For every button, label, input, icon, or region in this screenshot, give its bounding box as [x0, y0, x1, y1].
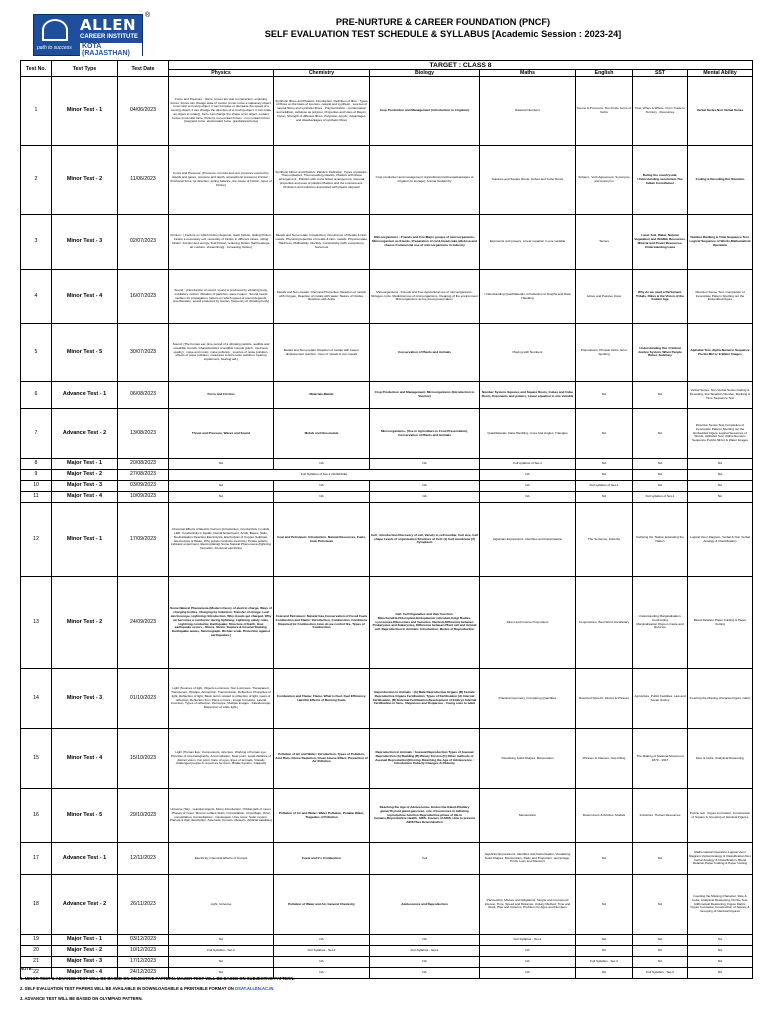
subject-cell: NA — [169, 492, 274, 503]
subject-cell: NA — [633, 875, 688, 935]
test-date-cell: 03/09/2023 — [118, 481, 169, 492]
test-no-cell: 22 — [21, 968, 52, 979]
test-no-cell: 15 — [21, 729, 52, 789]
test-type-cell: Major Test - 4 — [52, 492, 118, 503]
test-type-cell: Minor Test - 3 — [52, 669, 118, 729]
subject-cell: Why do we need a Parliament, Tribals, Dikus & the Vision of the Golden Age — [633, 270, 688, 324]
title-line-1: PRE-NURTURE & CAREER FOUNDATION (PNCF) — [335, 17, 551, 27]
subject-cell: Verbal Series, Non Verbal Series,Coding & Decoding, Dot Situation,Number, Ranking & Time Sequence Test — [688, 382, 753, 409]
subject-cell: Cell: Cell Organelles and their function- Mitochondria,Chloroplast,Endoplasmic reticulum,Golgi Bodies, Lysosomes,Ribosomes and Vacuoles. Nucleus,Difference between Prokaryotes and Eukaryotes, Difference between Plant cell and Animal cell. Reproduction in Animals: Introduction, Modes of Reproduction — [370, 577, 480, 669]
table-row — [21, 481, 753, 492]
test-type-cell: Minor Test - 5 — [52, 789, 118, 843]
table-row — [21, 492, 753, 503]
test-no-cell: 4 — [21, 270, 52, 324]
table-row — [21, 935, 753, 946]
subject-cell: Microorganisms : Friends and Foe-Agricultural use of microorganisms- Nitrogen cycle. Medicinal use of microorganisms, Cleaning of the environment Microorganisms as foe,Food preservation. — [370, 270, 480, 324]
subject-cell: NA — [370, 481, 480, 492]
subject-cell: Full Syllabus - Set-2 — [633, 968, 688, 979]
subject-cell: Exponents and powers, Linear equation in one variable — [480, 215, 576, 270]
test-type-cell: Major Test - 2 — [52, 946, 118, 957]
header-test-type: Test Type — [52, 61, 118, 77]
test-type-cell: Minor Test - 1 — [52, 503, 118, 577]
subject-cell: Crop Production and Management (introduction to irrigation) — [370, 77, 480, 146]
subject-cell: Reported Speech, Idioms & Phrases — [576, 669, 633, 729]
subject-cell: NA — [688, 470, 753, 481]
header-test-no: Test No. — [21, 61, 52, 77]
subject-cell: Sound : (Introduction of sound, sound is produced by vibrating body, oscillatory motion, vibration of particles, wave motion , Sound needs medium for propagation, factors on which speed of sound depends, reverberation, sound produced by human, frequency of vibrating body) — [169, 270, 274, 324]
subject-cell: NA — [633, 382, 688, 409]
subject-cell: NA — [480, 968, 576, 979]
test-type-cell: Major Test - 4 — [52, 968, 118, 979]
subject-cell: NA — [370, 968, 480, 979]
subject-cell: Pollution of Water and Air, General Chemistry — [274, 875, 370, 935]
note-3: 3. ADVANCE TEST WILL BE BASED ON OLYMPIAD PATTERN. — [20, 996, 143, 1001]
subject-cell: Electricity, Chemical Effects of Current — [169, 843, 274, 875]
table-row — [21, 843, 753, 875]
test-date-cell: 10/12/2023 — [118, 946, 169, 957]
test-type-cell: Major Test - 3 — [52, 957, 118, 968]
subject-cell: The Sentence, Adverbs — [576, 503, 633, 577]
subject-cell: Metals and Non-metals — [274, 409, 370, 459]
header-english: English — [576, 70, 633, 77]
note-2 — [20, 984, 295, 994]
test-no-cell: 12 — [21, 503, 52, 577]
subject-cell: Direction Sense Test,Completion of Incomplete Pattern,Spotting out the Embedded Figure Logical Sequence of Words, Alphabet Test, Alpha-Numeric Sequence Puzzle,Mirror & Water Images — [688, 409, 753, 459]
subject-cell: NA — [480, 957, 576, 968]
subject-cell: Conjunctions, Best Word Vocabulary — [576, 577, 633, 669]
subject-cell: NA — [480, 470, 576, 481]
subject-cell: Sound: (The human ear, time period of a vibrating particle, audible and inaudible sounds, Characteristics of audible sounds (pitch , loudness, quality) , noise and music, noise pollution , sources of noise pollution, effects of noise pollution, measures to limit noise pollution, hearing impairment, hearing aid.) — [169, 324, 274, 382]
subject-cell: NA — [274, 459, 370, 470]
allen-logo — [33, 14, 143, 56]
test-date-cell: 01/10/2023 — [118, 669, 169, 729]
header-sst: SST — [633, 70, 688, 77]
subject-cell: Algebraic Expressions, Identities and Factorisation — [480, 503, 576, 577]
subject-cell: Materials-Metals — [274, 382, 370, 409]
test-date-cell: 26/11/2023 — [118, 875, 169, 935]
subject-cell: Fuels and it's Combustion — [274, 843, 370, 875]
subject-cell: NA — [274, 968, 370, 979]
subject-cell: Force and Pressure : (force, forces are due to interaction, exploring forces, forces can change state of motion (it can move a stationary object, it can stop a moving object, it can increase or decrease the speed of a moving object, it can change the direction of a moving object, it can make an object to rotate)), force can change the shape of an object, contact forces (muscular force, friction), non-contact forces - non contact forces (magnetic force, electrostatic force, gravitational force) — [169, 77, 274, 146]
test-no-cell: 11 — [21, 492, 52, 503]
test-no-cell: 7 — [21, 409, 52, 459]
subject-cell: NA — [688, 946, 753, 957]
subject-cell: Coding & Decoding,Dot Situation — [688, 146, 753, 215]
subject-cell: Agriculture ,Public Facilities, Law and Social Justice — [633, 669, 688, 729]
logo-tagline: path to success — [37, 45, 72, 51]
subject-cell: NA — [576, 459, 633, 470]
test-date-cell: 16/07/2023 — [118, 270, 169, 324]
header-test-date: Test Date — [118, 61, 169, 77]
subject-cell: Light (Human Eye: Components, structure, Working of human eye, Principle of cinematography, Accomodation, Near point, Least distance of distinct vision, Far point, Care of eyes, Eyes of animals, Visually challenged people & resources for them, Braille System, Cataract) — [169, 729, 274, 789]
subject-cell: Understanding Our Criminal Justice System, When People Rebel, Judiciary — [633, 324, 688, 382]
subject-cell: Pollution of Air and Water: Water Pollution, Potable Water, Tragedies of Pollution — [274, 789, 370, 843]
test-date-cell: 20/08/2023 — [118, 459, 169, 470]
notes-label: NOTE: — [20, 966, 34, 971]
subject-cell: Microorganisms- (Use in Agriculture to Food Preservation), Conservation of Plants and Animals — [370, 409, 480, 459]
subject-cell: Visualising Solid Shapes, Mensuration — [480, 729, 576, 789]
test-type-cell: Minor Test - 5 — [52, 324, 118, 382]
subject-cell: NA — [633, 470, 688, 481]
test-date-cell: 02/07/2023 — [118, 215, 169, 270]
test-no-cell: 10 — [21, 481, 52, 492]
table-row — [21, 270, 753, 324]
subject-cell: Squares and Square Roots, Cubes and Cube Roots — [480, 146, 576, 215]
subject-cell: Chemical Effects of Electric Current (introduction, Conductivity in solids, LED, Conductivity in liquids, Dental Experiment, Acids, Bases, Salts, Neutralisation Reaction,Electrolysis, Electrolysis of Copper Sulphate, Electrolysis of Water, Why potato conducts electricity, Potato polarity indicator experiment, Electroplating) Some Natural Phenomena (lightning formation, Frictional electricity) — [169, 503, 274, 577]
subject-cell: Universe (Sky - celestial objects, Moon-Introduction, Orbital path of moon, Phases of moon, Moon's surface Stars, Constellation- Ursa Major, Orion constellation, Constellations - Cassiopeia, Ursa minor, Solar system, Planets & their description, Asteroids, Comets, Meteors, Artificial satellites) — [169, 789, 274, 843]
subject-cell: Full Syllabus - Set-2 — [576, 957, 633, 968]
table-row — [21, 470, 753, 481]
subject-cell: NA — [169, 459, 274, 470]
subject-cell: NA — [633, 481, 688, 492]
subject-cell: NA — [370, 492, 480, 503]
subject-cell: NA — [274, 957, 370, 968]
subject-cell: NA — [576, 382, 633, 409]
science-merged-cell: Full Syllabus of Set-1 (SCIENCE) — [169, 470, 480, 481]
subject-cell: Cell - Introduction Discovery of cell, Variety in cell number, Cell size, Cell shape Levels of organisation Structure of Cell: (1) Cell membrane (2) Cytoplasm — [370, 503, 480, 577]
subject-cell: NA — [480, 481, 576, 492]
table-row — [21, 875, 753, 935]
logo-mark-icon — [42, 19, 68, 41]
test-date-cell: 30/07/2023 — [118, 324, 169, 382]
test-date-cell: 06/08/2023 — [118, 382, 169, 409]
subject-cell: NA — [169, 957, 274, 968]
subject-cell: Full Syllabus - Set-2 — [169, 946, 274, 957]
test-date-cell: 11/06/2023 — [118, 146, 169, 215]
schedule-table — [20, 60, 753, 979]
subject-cell: NA — [274, 492, 370, 503]
test-type-cell: Minor Test - 1 — [52, 77, 118, 146]
subject-cell: Thrust and Pressure, Waves and Sound — [169, 409, 274, 459]
test-date-cell: 12/11/2023 — [118, 843, 169, 875]
subject-cell: Blood Relation,Paper Folding & Paper Cutting — [688, 577, 753, 669]
subject-cell: NA — [576, 409, 633, 459]
subject-cell: NA — [576, 946, 633, 957]
test-date-cell: 24/12/2023 — [118, 968, 169, 979]
subject-cell: Some Natural Phenomena (Modern theory of electric charge, Ways of charging bodies- Charging by induction, Transfer of charge, Leaf electroscope, Lightning: Introduction, Why clouds get charged, Why air becomes a conductor during lightning, Lightning safety rules, Lightning conductor, Earthquake: Structure of Earth, How earthquake occurs - Stress, Strain, Rupture & Ground Shaking, Earthquake waves, Seismograph, Richter scale. Protection against earthquakes.) — [169, 577, 274, 669]
subject-cell: Understanding Marginalisation, Confronting Marginalisation,Women,Caste and Reforms — [633, 577, 688, 669]
subject-cell: Metals and Non-metals: Reaction of metals with bases, displacement reaction, Uses of metals & non-metals — [274, 324, 370, 382]
subject-cell: Microorganisms : Friends and Foe:Major groups of microorganisms, Microorganism as friends- Preparation of curd,bread,cake,idli,dosa and cheese Commercial use of microorganisms in industry — [370, 215, 480, 270]
subject-cell: Subject - Verb Agreement, Synonyms and Antonyms — [576, 146, 633, 215]
test-type-cell: Major Test - 3 — [52, 481, 118, 492]
table-row — [21, 382, 753, 409]
test-no-cell: 6 — [21, 382, 52, 409]
subject-cell: NA — [633, 946, 688, 957]
subject-cell: NA — [576, 843, 633, 875]
test-date-cell: 29/10/2023 — [118, 789, 169, 843]
test-date-cell: 04/06/2023 — [118, 77, 169, 146]
subject-cell: Puzzle test , Figure Formation, Construction of Square & Grouping of Identical Figures — [688, 789, 753, 843]
subject-cell: NA — [370, 935, 480, 946]
subject-cell: NA — [370, 957, 480, 968]
subject-cell: NA — [480, 946, 576, 957]
test-type-cell: Minor Test - 4 — [52, 270, 118, 324]
logo-name: ALLEN — [80, 16, 137, 34]
test-type-cell: Major Test - 2 — [52, 470, 118, 481]
table-row — [21, 146, 753, 215]
subject-cell: Conservation of Plants and Animals — [370, 324, 480, 382]
subject-cell: NA — [274, 935, 370, 946]
subject-cell: Friction : ( Factors on which friction depends, static friction, sliding friction, friction a necessary evil, necessity of friction in different cases, rolling friction. Friction and energy, fluid friction, reducing friction (ball bearings, air cushion, streamlining) , increasing friction) — [169, 215, 274, 270]
subject-cell: Inserting the Missing Character, Dice & Cube, Analytical Reasoning, Puzzle Test, Arithmetical Reasoning, Figure Matrix, Figure Formation,Construction of Square & Grouping of Identical Figures — [688, 875, 753, 935]
subject-cell: Quadrilaterals, Data Handling, Lines And Angles, Triangles — [480, 409, 576, 459]
header-maths: Maths — [480, 70, 576, 77]
subject-cell: Adolescence and Reproduction — [370, 875, 480, 935]
test-type-cell: Advance Test - 1 — [52, 843, 118, 875]
subject-cell: Crop Production and Management, Microorganisms (Introduction to Vaccine) — [370, 382, 480, 409]
subject-cell: Crop production and management: Agricultural practices(advantages of irrigation to storage), Animal husbandry — [370, 146, 480, 215]
test-no-cell: 20 — [21, 946, 52, 957]
header-mental-ability: Mental Ability — [688, 70, 753, 77]
table-row — [21, 503, 753, 577]
subject-cell: NA — [688, 492, 753, 503]
title-line-2: SELF EVALUATION TEST SCHEDULE & SYLLABUS [Academic Session : 2023-24] — [264, 29, 622, 39]
subject-cell: NA — [370, 459, 480, 470]
subject-cell: NA — [688, 459, 753, 470]
registered-mark: ® — [145, 12, 151, 19]
subject-cell: Partnership, Mixture and Alligations, Simple and Compound Interest, Time, Speed and Distance, Unitary Method, Time and Work, Pipe and Cisterns, Problem On Ages and Numbers — [480, 875, 576, 935]
test-type-cell: Minor Test - 2 — [52, 146, 118, 215]
subject-cell: Force and Friction — [169, 382, 274, 409]
table-row — [21, 459, 753, 470]
subject-cell: Synthetic Fibres and Plastics: Plastics: Definition, Types of plastics- Thermoplastics, Thermosetting plastics, Plastics with linear arrangement , Plastics with cross linked arrangement, General properties and uses of plastics Plastics and the environment- Problems and solutions associated with plastic disposal — [274, 146, 370, 215]
test-no-cell: 19 — [21, 935, 52, 946]
subject-cell: NA — [576, 968, 633, 979]
subject-cell: NA — [169, 968, 274, 979]
subject-cell: Reproduction in Animals : (A) Male Reproductive Organs (B) Female Reproductive Organs Fertilisation, Types of Fertilisation (A) Internal Fertilisation, (B) External Fertilisation,Development of Embryo Internal Fertilisation in hens, Viviparous and Oviparous , Young ones to adult — [370, 669, 480, 729]
subject-cell: Reaching the Age of Adolescence- Endocrine Gland-Pituitary gland,Thyroid gland,pancreas, role of hormones in initiating reproductive function Reproductive phase of life in humans,Reproductive Health, AIDS- Causes of AIDS, How to prevent AIDS?Sex Determination — [370, 789, 480, 843]
subject-cell: NA — [633, 957, 688, 968]
test-date-cell: 24/09/2023 — [118, 577, 169, 669]
schedule-body — [21, 77, 753, 979]
test-date-cell: 03/12/2023 — [118, 935, 169, 946]
subject-cell: Metals and Non-metals: Chemical Properties- Reaction of metals with Oxygen, Reaction of metals with water, Nature of Oxides, Reaction with Acids — [274, 270, 370, 324]
subject-cell: Playing with Numbers — [480, 324, 576, 382]
subject-cell: Understanding Quadrilaterals, Introduction to Graphs and Data Handling — [480, 270, 576, 324]
table-row — [21, 789, 753, 843]
test-no-cell: 1 — [21, 77, 52, 146]
subject-cell: Coal and Petroleum: Natural Gas,Conservation of Fossil Fuels Combustion and Flame: Introduction, Combustion, Conditions Required for Combustion, How do we control fire, Types of Combustion — [274, 577, 370, 669]
subject-cell: Alphabet Test, Alpha-Numeric Sequence Puzzle,Mirror & Water Images — [688, 324, 753, 382]
test-no-cell: 18 — [21, 875, 52, 935]
subject-cell: Active and Passive Voice — [576, 270, 633, 324]
subject-cell: NA — [633, 843, 688, 875]
subject-cell: Phrases & Clauses, Gap Filling — [576, 729, 633, 789]
header-biology: Biology — [370, 70, 480, 77]
subject-cell: Full syllabus of Set-1 — [576, 481, 633, 492]
subject-cell: Light, Universe — [169, 875, 274, 935]
test-type-cell: Minor Test - 2 — [52, 577, 118, 669]
subject-cell: Dice & Cube, Analytical Reasoning — [688, 729, 753, 789]
subject-cell: NA — [633, 459, 688, 470]
test-no-cell: 21 — [21, 957, 52, 968]
subject-cell: NA — [688, 957, 753, 968]
subject-cell: Combustion and Flame: Flame, What is Fuel, Fuel Efficiency, Harmful Effects of Burning Fuels — [274, 669, 370, 729]
subject-cell: Full Syllabus - Set-2 — [274, 946, 370, 957]
subject-cell: Verbal Series,Non Verbal Series — [688, 77, 753, 146]
subject-cell: Coal and Petroleum: Introduction, Natural Resources, Fuels, Coal, Petroleum — [274, 503, 370, 577]
subject-cell: Cell — [370, 843, 480, 875]
subject-cell: Mensuration — [480, 789, 576, 843]
page-title — [173, 16, 713, 40]
test-no-cell: 13 — [21, 577, 52, 669]
dsat-link[interactable]: DSAT.ALLEN.AC.IN — [235, 986, 274, 991]
subject-cell: NA — [169, 481, 274, 492]
subject-cell: Full Syllabus - Set-2 — [370, 946, 480, 957]
table-row — [21, 77, 753, 146]
subject-cell: Rational Numbers — [480, 77, 576, 146]
test-type-cell: Major Test - 1 — [52, 459, 118, 470]
header-chemistry: Chemistry — [274, 70, 370, 77]
subject-cell: NA — [576, 492, 633, 503]
table-row — [21, 409, 753, 459]
subject-cell: Reproduction in Animals : Asexual Reproduction Types of Asexual Reproduction (A) Budding (B) Binary Fission (C) Other methods of Asexual Reproduction(Cloning, Reaching the Age of Adolescence : Introduction Puberty Changes At Puberty — [370, 729, 480, 789]
subject-cell: Prepositions, Phrasal Verbs, Error Spotting — [576, 324, 633, 382]
test-type-cell: Minor Test - 3 — [52, 215, 118, 270]
subject-cell: NA — [169, 935, 274, 946]
subject-cell: Number,Ranking & Time Sequence Test, Logical Sequence of Words,Mathematical Operation — [688, 215, 753, 270]
test-date-cell: 13/08/2023 — [118, 409, 169, 459]
subject-cell: NA — [688, 481, 753, 492]
subject-cell: Inserting the Missing character,Figure matrix — [688, 669, 753, 729]
subject-cell: NA — [633, 409, 688, 459]
header-target: TARGET : CLASS 8 — [169, 61, 753, 70]
subject-cell: Full Syllabus - Set-2 — [480, 935, 576, 946]
table-row — [21, 946, 753, 957]
table-row — [21, 669, 753, 729]
subject-cell: Practical Geometry, Comparing Quantities — [480, 669, 576, 729]
test-type-cell: Advance Test - 2 — [52, 875, 118, 935]
subject-cell: Mathematical Operation,Logical Venn Diagram,Verbal Analogy & Classification,Non Verbal Analogy & Classification, Blood Relation,Paper Folding & Paper Cutting — [688, 843, 753, 875]
subject-cell: NA — [480, 492, 576, 503]
subject-cell: Direct and Inverse Proportions — [480, 577, 576, 669]
subject-cell: Number System, Squares and Square Roots, Cubes and Cube Roots, Exponents and powers, Linear equation in one variable — [480, 382, 576, 409]
test-no-cell: 14 — [21, 669, 52, 729]
test-date-cell: 17/09/2023 — [118, 503, 169, 577]
notes — [20, 964, 295, 1004]
subject-cell: Logical Venn Diagram, Verbal & Non Verbal Analogy & Classification — [688, 503, 753, 577]
subject-cell: NA — [576, 875, 633, 935]
test-no-cell: 3 — [21, 215, 52, 270]
test-no-cell: 5 — [21, 324, 52, 382]
subject-cell: The Making of National Movement 1870 - 1947 — [633, 729, 688, 789]
subject-cell: Full syllabus of Set-1 — [480, 459, 576, 470]
test-type-cell: Advance Test - 1 — [52, 382, 118, 409]
table-row — [21, 729, 753, 789]
note-2-text: 2. SELF EVALUATION TEST PAPERS WILL BE AVAILABLE IN DOWNLOADABLE & PRINTABLE FORMAT ON — [20, 986, 234, 991]
subject-cell: Metals and Non-metals: Introduction, Occurrence of Metals & Non- metals, Physical properties of metals & Non- metals- Physical state, Hardness, Malleability, Ductility, Conductivity (with exceptions), Sonorous — [274, 215, 370, 270]
test-type-cell: Advance Test - 2 — [52, 409, 118, 459]
test-type-cell: Minor Test - 4 — [52, 729, 118, 789]
subject-cell: Ruling the countryside, Understanding secularism,The Indian Constitution — [633, 146, 688, 215]
subject-cell: NA — [688, 935, 753, 946]
subject-cell: Force and Pressure: (Pressure- formula and unit, pressure exerted by liquids and gases, pressure and depth, atmospheric pressure) Friction : (Frictional force, its direction, spring balance, the cause of friction, types of friction) — [169, 146, 274, 215]
test-type-cell: Major Test - 1 — [52, 935, 118, 946]
subject-cell: Industries, Human Resources — [633, 789, 688, 843]
subject-cell: Pollution of Air and Water: Introduction, Types of Pollution, Acid Rain, Ozone Depletion, Green House Effect, Prevention of Air Pollution — [274, 729, 370, 789]
table-row — [21, 215, 753, 270]
subject-cell: Land, Soil, Water, Natural Vegetation and Wildlife Resources, Mineral and Power Resources, Understanding Laws — [633, 215, 688, 270]
test-no-cell: 9 — [21, 470, 52, 481]
test-date-cell: 27/08/2023 — [118, 470, 169, 481]
subject-cell: Algebraic Expressions, Identities and Factorisation, Visualising Solid Shapes, Mensuration, Ratio and Proportion, percentage, Profit, Loss and Discount — [480, 843, 576, 875]
logo-sub: CAREER INSTITUTE — [80, 34, 139, 40]
header — [33, 14, 753, 56]
table-row — [21, 577, 753, 669]
table-row — [21, 324, 753, 382]
subject-cell: NA — [576, 935, 633, 946]
subject-cell: How, When & Where, From Trade to Territory , Resources — [633, 77, 688, 146]
subject-cell: Direction Sense Test, Completion of Incomplete Pattern,Spotting out the Embedded Figure — [688, 270, 753, 324]
logo-city: KOTA (RAJASTHAN) — [80, 43, 142, 57]
note-1: 1. MINOR TEST & ADVANCE TEST WILL BE BASED ON OBJECTIVE PATTERN. MAJOR TEST WILL BE BASED ON SUBJECTIVE PATTERN. — [20, 976, 295, 981]
test-date-cell: 15/10/2023 — [118, 729, 169, 789]
test-date-cell: 10/09/2023 — [118, 492, 169, 503]
subject-cell: NA — [633, 935, 688, 946]
test-no-cell: 2 — [21, 146, 52, 215]
subject-cell: Determiners & Articles, Modals — [576, 789, 633, 843]
test-no-cell: 8 — [21, 459, 52, 470]
subject-cell: NA — [688, 968, 753, 979]
subject-cell: NA — [274, 481, 370, 492]
subject-cell: NA — [576, 470, 633, 481]
subject-cell: Tenses — [576, 215, 633, 270]
subject-cell: Light (Sources of light, Objects-Luminous, Non Luminous, Transparent, Translucent, Opaque, Absorption, Transmission, Reflection: Properties of light, Reflection of light, Basic terms related to reflection of light, Laws of reflection, Reflection from Plane mirrors - image formation, Lateral inversion, Types of reflection, Periscope, Multiple images - Kaleidoscope, Dispersion of white light.) — [169, 669, 274, 729]
test-no-cell: 17 — [21, 843, 52, 875]
subject-cell: Synthetic fibres and Plastics: Introduction, Definition of fibre , Types of fibres on the basis of sources- natural and synthetic , sources of natural fibres and synthetic fibres , Polymerization - condensation and addition, cellulose as polymer, Properties and Uses of Rayon, Nylon, Strength of different fibres, Polyester, Acrylic, Advantages and disadvantages of synthetic fibres — [274, 77, 370, 146]
subject-cell: Civilising the 'Native',Educating the Nation — [633, 503, 688, 577]
test-no-cell: 16 — [21, 789, 52, 843]
header-physics: Physics — [169, 70, 274, 77]
subject-cell: Full syllabus of Set-1 — [633, 492, 688, 503]
subject-cell: Nouns & Pronouns, Non Finite forms of Verbs — [576, 77, 633, 146]
test-date-cell: 17/12/2023 — [118, 957, 169, 968]
